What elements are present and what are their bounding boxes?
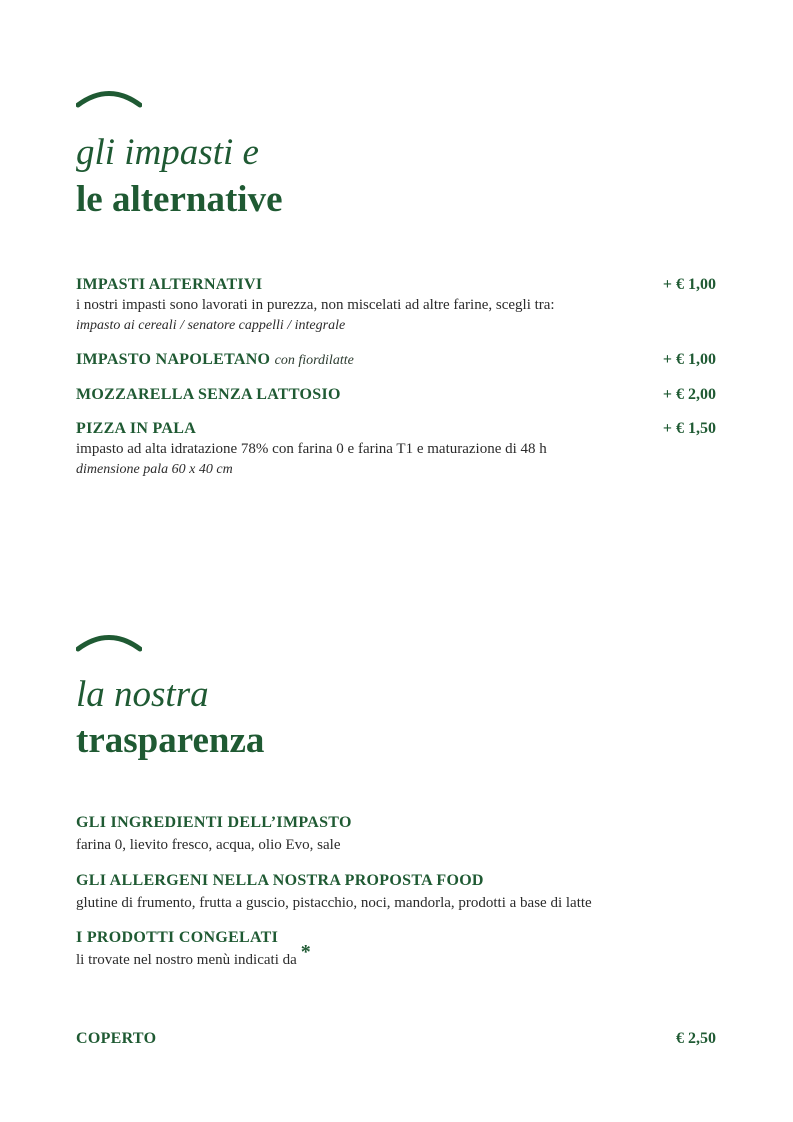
- item-title: PIZZA IN PALA: [76, 420, 197, 437]
- item-price: + € 1,00: [662, 276, 716, 293]
- item-description: i nostri impasti sono lavorati in purezza, non miscelati ad altre farine, scegli tra:: [76, 297, 555, 313]
- item-title: IMPASTI ALTERNATIVI: [76, 276, 263, 293]
- arc-icon: [76, 88, 142, 108]
- coperto-price: € 2,50: [676, 1030, 716, 1047]
- item-title: MOZZARELLA SENZA LATTOSIO: [76, 386, 341, 403]
- item-description: li trovate nel nostro menù indicati da: [76, 952, 297, 968]
- info-item-congelati: [76, 928, 716, 971]
- section-heading-bold: le alternative: [76, 179, 283, 220]
- item-note: con fiordilatte: [274, 353, 354, 368]
- info-item-ingredienti: [76, 813, 716, 856]
- menu-item-pizza-in-pala: [76, 419, 716, 480]
- item-price: + € 2,00: [662, 386, 716, 403]
- asterisk-icon: *: [300, 941, 311, 963]
- item-price: + € 1,00: [662, 351, 716, 368]
- menu-item-mozzarella-senza-lattosio: [76, 385, 716, 405]
- item-description-row: [76, 941, 716, 971]
- item-title: GLI INGREDIENTI DELL’IMPASTO: [76, 814, 352, 831]
- item-description-italic: impasto ai cereali / senatore cappelli / integrale: [76, 318, 346, 333]
- coperto-title: COPERTO: [76, 1030, 157, 1047]
- item-description: impasto ad alta idratazione 78% con farina 0 e farina T1 e maturazione di 48 h: [76, 441, 547, 457]
- coperto-row: [76, 1029, 716, 1049]
- item-price: + € 1,50: [662, 420, 716, 437]
- menu-item-impasti-alternativi: [76, 275, 716, 336]
- section-heading-bold: trasparenza: [76, 720, 265, 761]
- item-title: I PRODOTTI CONGELATI: [76, 929, 279, 946]
- item-description-italic: dimensione pala 60 x 40 cm: [76, 462, 233, 477]
- item-title: IMPASTO NAPOLETANO: [76, 351, 271, 368]
- item-description: glutine di frumento, frutta a guscio, pistacchio, noci, mandorla, prodotti a base di latte: [76, 895, 592, 911]
- item-title-row: [76, 350, 716, 371]
- item-title: GLI ALLERGENI NELLA NOSTRA PROPOSTA FOOD: [76, 872, 484, 889]
- menu-item-impasto-napoletano: [76, 350, 716, 371]
- section-heading-italic: gli impasti e: [76, 132, 259, 173]
- section-heading-italic: la nostra: [76, 674, 209, 715]
- arc-icon: [76, 632, 142, 652]
- item-description: farina 0, lievito fresco, acqua, olio Evo, sale: [76, 837, 341, 853]
- info-item-allergeni: [76, 871, 716, 914]
